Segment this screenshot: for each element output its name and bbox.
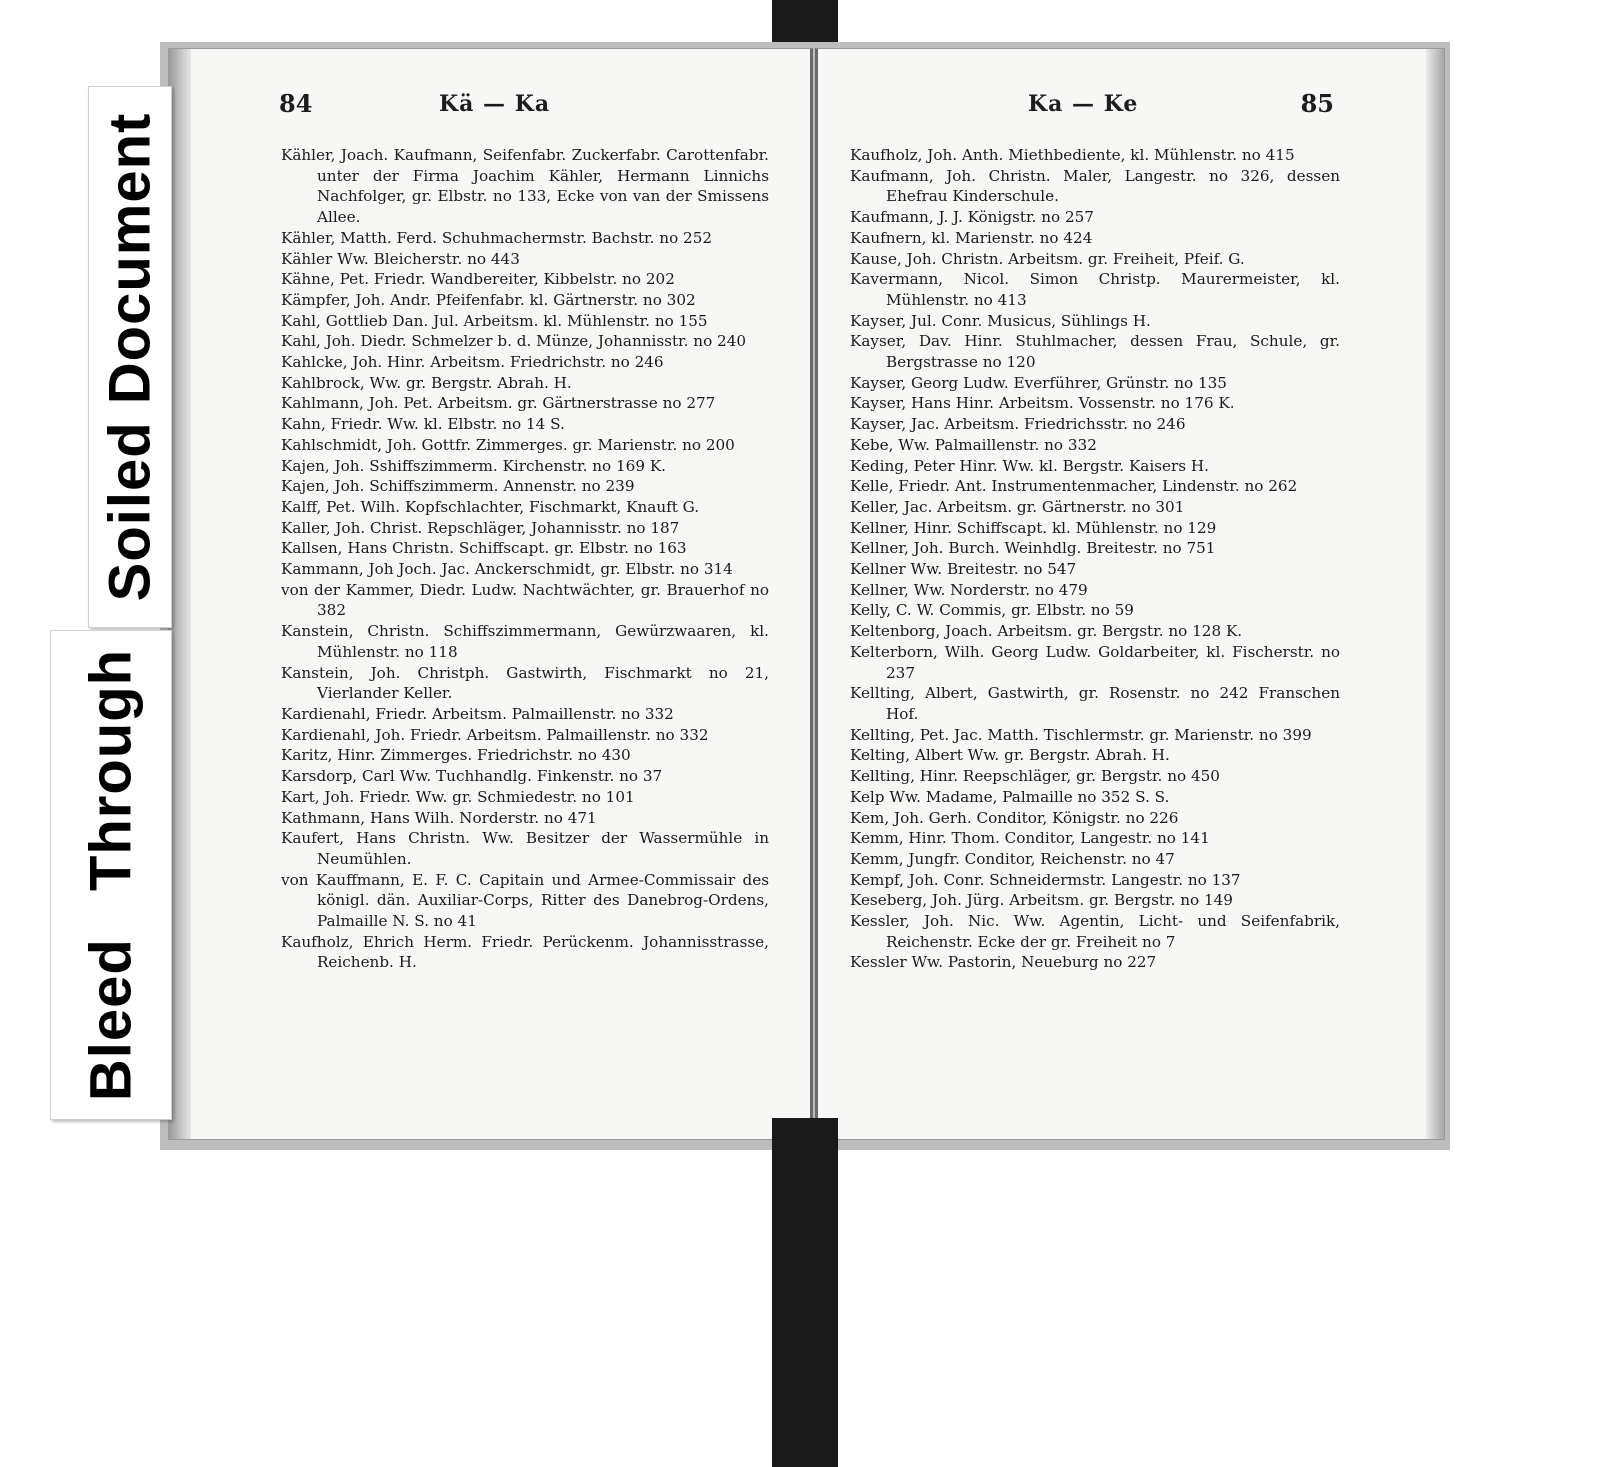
directory-entry: Kayser, Georg Ludw. Everführer, Grünstr. no 135 (850, 373, 1227, 392)
directory-entry: von Kauffmann, E. F. C. Capitain und Armee-Commissair des königl. dän. Auxiliar-Corps, Ritter des Danebrog-Ordens, Palmaille N. S. no 41 (281, 870, 769, 931)
directory-entry: Kammann, Joh Joch. Jac. Anckerschmidt, gr. Elbstr. no 314 (281, 560, 733, 579)
directory-entry: Kahlschmidt, Joh. Gottfr. Zimmerges. gr. Marienstr. no 200 (281, 435, 735, 454)
directory-entry: Kahn, Friedr. Ww. kl. Elbstr. no 14 S. (281, 415, 565, 434)
directory-entry: Kähler, Joach. Kaufmann, Seifenfabr. Zuckerfabr. Carottenfabr. unter der Firma Joachim Kähler, Hermann Linnichs Nachfolger, gr. Elbstr. no 133, Ecke von van der Smissens Allee. (281, 146, 769, 227)
directory-entry: Kaufnern, kl. Marienstr. no 424 (850, 228, 1093, 247)
soiled-document-label-text: Soiled Document (97, 112, 163, 602)
directory-entry: Kemm, Hinr. Thom. Conditor, Langestr. no 141 (850, 829, 1210, 848)
directory-entry: Kähler Ww. Bleicherstr. no 443 (281, 249, 520, 268)
directory-entry: Kallsen, Hans Christn. Schiffscapt. gr. Elbstr. no 163 (281, 539, 687, 558)
directory-entry: Kaufholz, Joh. Anth. Miethbediente, kl. Mühlenstr. no 415 (850, 146, 1295, 164)
directory-entry: Kahlmann, Joh. Pet. Arbeitsm. gr. Gärtnerstrasse no 277 (281, 394, 716, 413)
directory-entry: Kempf, Joh. Conr. Schneidermstr. Langestr. no 137 (850, 870, 1241, 889)
directory-entry: Kaller, Joh. Christ. Repschläger, Johannisstr. no 187 (281, 518, 680, 537)
book-spine-bottom (772, 1118, 838, 1467)
right-page (815, 48, 1445, 1140)
directory-entry: Kellner Ww. Breitestr. no 547 (850, 560, 1077, 579)
left-page-header (169, 89, 810, 125)
directory-entry: Kem, Joh. Gerh. Conditor, Königstr. no 226 (850, 808, 1179, 827)
directory-entry: Kayser, Dav. Hinr. Stuhlmacher, dessen Frau, Schule, gr. Bergstrasse no 120 (850, 332, 1340, 372)
right-page-number: 85 (1300, 89, 1334, 118)
directory-entry: Kayser, Jac. Arbeitsm. Friedrichsstr. no 246 (850, 415, 1186, 434)
directory-entry: Kelly, C. W. Commis, gr. Elbstr. no 59 (850, 601, 1134, 620)
directory-entry: Kellting, Hinr. Reepschläger, gr. Bergstr. no 450 (850, 767, 1220, 786)
directory-entry: Kaufmann, Joh. Christn. Maler, Langestr. no 326, dessen Ehefrau Kinderschule. (850, 166, 1340, 206)
directory-entry: Kause, Joh. Christn. Arbeitsm. gr. Freiheit, Pfeif. G. (850, 249, 1245, 268)
directory-entry: Kanstein, Joh. Christph. Gastwirth, Fischmarkt no 21, Vierlander Keller. (281, 663, 769, 703)
directory-entry: Keding, Peter Hinr. Ww. kl. Bergstr. Kaisers H. (850, 456, 1209, 475)
directory-entry: Kellting, Pet. Jac. Matth. Tischlermstr. gr. Marienstr. no 399 (850, 725, 1312, 744)
directory-entry: Kahl, Gottlieb Dan. Jul. Arbeitsm. kl. Mühlenstr. no 155 (281, 311, 708, 330)
right-page-running-title: Ka — Ke (1028, 91, 1139, 117)
directory-entry: Kellner, Ww. Norderstr. no 479 (850, 580, 1088, 599)
directory-entry: Karitz, Hinr. Zimmerges. Friedrichstr. no 430 (281, 746, 631, 765)
directory-entry: Kellner, Joh. Burch. Weinhdlg. Breitestr. no 751 (850, 539, 1216, 558)
directory-entry: Kalff, Pet. Wilh. Kopfschlachter, Fischmarkt, Knauft G. (281, 497, 700, 516)
directory-entry: Kavermann, Nicol. Simon Christp. Maurermeister, kl. Mühlenstr. no 413 (850, 270, 1340, 309)
directory-entry: Kelle, Friedr. Ant. Instrumentenmacher, Lindenstr. no 262 (850, 477, 1298, 496)
directory-entry: Kaufholz, Ehrich Herm. Friedr. Perückenm. Johannisstrasse, Reichenb. H. (281, 932, 769, 972)
soiled-document-label (88, 86, 172, 628)
directory-entry: Kardienahl, Friedr. Arbeitsm. Palmaillenstr. no 332 (281, 704, 674, 723)
left-page-number: 84 (279, 89, 313, 118)
directory-entry: Kayser, Hans Hinr. Arbeitsm. Vossenstr. no 176 K. (850, 394, 1235, 413)
right-page-header (818, 89, 1444, 125)
directory-entry: Kathmann, Hans Wilh. Norderstr. no 471 (281, 808, 597, 827)
directory-entry: Kelting, Albert Ww. gr. Bergstr. Abrah. H. (850, 746, 1170, 765)
left-page-running-title: Kä — Ka (439, 91, 551, 117)
directory-entry: Kajen, Joh. Sshiffszimmerm. Kirchenstr. no 169 K. (281, 456, 666, 475)
directory-entry: Kajen, Joh. Schiffszimmerm. Annenstr. no 239 (281, 477, 635, 496)
directory-entry: Kahlcke, Joh. Hinr. Arbeitsm. Friedrichstr. no 246 (281, 353, 664, 372)
directory-entry: von der Kammer, Diedr. Ludw. Nachtwächter, gr. Brauerhof no 382 (281, 580, 769, 620)
right-page-entries (850, 145, 1340, 973)
bleed-through-label-text: Bleed Through (78, 648, 144, 1102)
directory-entry: Keseberg, Joh. Jürg. Arbeitsm. gr. Bergstr. no 149 (850, 891, 1233, 910)
directory-entry: Kessler Ww. Pastorin, Neueburg no 227 (850, 953, 1157, 972)
directory-entry: Karsdorp, Carl Ww. Tuchhandlg. Finkenstr. no 37 (281, 767, 663, 786)
directory-entry: Kaufert, Hans Christn. Ww. Besitzer der Wassermühle in Neumühlen. (281, 829, 769, 868)
directory-entry: Kaufmann, J. J. Königstr. no 257 (850, 208, 1094, 227)
directory-entry: Kähler, Matth. Ferd. Schuhmachermstr. Bachstr. no 252 (281, 228, 713, 247)
directory-entry: Kämpfer, Joh. Andr. Pfeifenfabr. kl. Gärtnerstr. no 302 (281, 290, 696, 309)
directory-entry: Kayser, Jul. Conr. Musicus, Sühlings H. (850, 311, 1151, 330)
directory-entry: Kelterborn, Wilh. Georg Ludw. Goldarbeiter, kl. Fischerstr. no 237 (850, 642, 1340, 682)
directory-entry: Kemm, Jungfr. Conditor, Reichenstr. no 47 (850, 849, 1175, 868)
directory-entry: Kahlbrock, Ww. gr. Bergstr. Abrah. H. (281, 373, 572, 392)
directory-entry: Keltenborg, Joach. Arbeitsm. gr. Bergstr. no 128 K. (850, 622, 1243, 641)
directory-entry: Kanstein, Christn. Schiffszimmermann, Gewürzwaaren, kl. Mühlenstr. no 118 (281, 622, 769, 661)
directory-entry: Kellner, Hinr. Schiffscapt. kl. Mühlenstr. no 129 (850, 518, 1217, 537)
directory-entry: Kähne, Pet. Friedr. Wandbereiter, Kibbelstr. no 202 (281, 270, 675, 289)
directory-entry: Kebe, Ww. Palmaillenstr. no 332 (850, 435, 1097, 454)
left-page (168, 48, 813, 1140)
directory-entry: Kart, Joh. Friedr. Ww. gr. Schmiedestr. no 101 (281, 787, 635, 806)
directory-entry: Kelp Ww. Madame, Palmaille no 352 S. S. (850, 787, 1170, 806)
bleed-through-label (50, 630, 172, 1120)
directory-entry: Kellting, Albert, Gastwirth, gr. Rosenstr. no 242 Franschen Hof. (850, 684, 1340, 723)
left-page-entries (281, 145, 769, 973)
directory-entry: Keller, Jac. Arbeitsm. gr. Gärtnerstr. no 301 (850, 497, 1185, 516)
directory-entry: Kessler, Joh. Nic. Ww. Agentin, Licht- und Seifenfabrik, Reichenstr. Ecke der gr. Freiheit no 7 (850, 912, 1340, 951)
directory-entry: Kahl, Joh. Diedr. Schmelzer b. d. Münze, Johannisstr. no 240 (281, 332, 747, 351)
directory-entry: Kardienahl, Joh. Friedr. Arbeitsm. Palmaillenstr. no 332 (281, 725, 709, 744)
